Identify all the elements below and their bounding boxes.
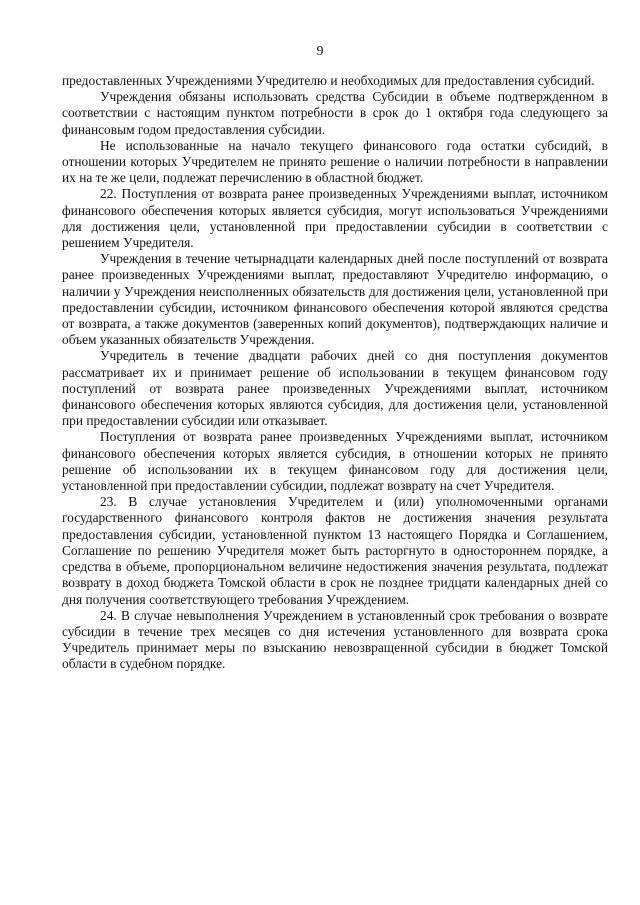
paragraph-continuation: предоставленных Учреждениями Учредителю и необходимых для предоставления субсидий. [62, 73, 595, 88]
page-number: 9 [316, 44, 324, 59]
paragraph-unused-balances: Не использованные на начало текущего финансового года остатки субсидий, в отношении которых Учредителем не принято решение о наличии потребности в направлении их на те же цели, подлежат перечислению в областной бюджет. [62, 137, 608, 186]
paragraph-founder-decision: Учредитель в течение двадцати рабочих дней со дня поступления документов рассматривает их и принимает решение об использовании в текущем финансовом году поступлений от возврата ранее произведенных Учреждениями выплат, источником финансового обеспечения которых являются субсидия, для достижения цели, установленной при предоставлении субсидии или отказывает. [62, 348, 608, 429]
paragraph-information-submission: Учреждения в течение четырнадцати календарных дней после поступлений от возврата ранее произведенных Учреждениями выплат, предоставляют Учредителю информацию, о наличии у Учреждения неисполненных обязательств для достижения цели, установленной при предоставлении субсидии, источником финансового обеспечения которой являются средства от возврата, а также документов (заверенных копий документов), подтверждающих наличие и объем указанных обязательств Учреждения. [62, 251, 608, 348]
paragraph-subsidy-usage: Учреждения обязаны использовать средства Субсидии в объеме подтвержденном в соответствии с настоящим пунктом потребности в срок до 1 октября года следующего за финансовым годом предоставления субсидии. [62, 89, 608, 137]
paragraph-return-to-founder: Поступления от возврата ранее произведенных Учреждениями выплат, источником финансового обеспечения которых является субсидия, в отношении которых не принято решение об использовании их в текущем финансовом году для достижения цели, установленной при предоставлении субсидии, подлежат возврату на счет Учредителя. [62, 429, 608, 494]
paragraph-item-24: 24. В случае невыполнения Учреждением в установленный срок требования о возврате субсидии в течение трех месяцев со дня истечения установленного для возврата срока Учредитель принимает меры по взысканию невозвращенной субсидии в бюджет Томской области в судебном порядке. [62, 607, 608, 672]
document-body [62, 73, 608, 673]
paragraph-item-22: 22. Поступления от возврата ранее произведенных Учреждениями выплат, источником финансового обеспечения которых является субсидия, могут использоваться Учреждениями для достижения цели, установленной при предоставлении субсидии в соответствии с решением Учредителя. [62, 186, 608, 251]
paragraph-item-23: 23. В случае установления Учредителем и (или) уполномоченными органами государственного финансового контроля фактов не достижения значения результата предоставления субсидии, установленной пунктом 13 настоящего Порядка и Соглашением, Соглашение по решению Учредителя может быть расторгнуто в одностороннем порядке, а средства в объеме, пропорциональном величине недостижения значения результата, подлежат возврату в доход бюджета Томской области в срок не позднее тридцати календарных дней со дня получения соответствующего требования Учреждением. [62, 494, 608, 607]
